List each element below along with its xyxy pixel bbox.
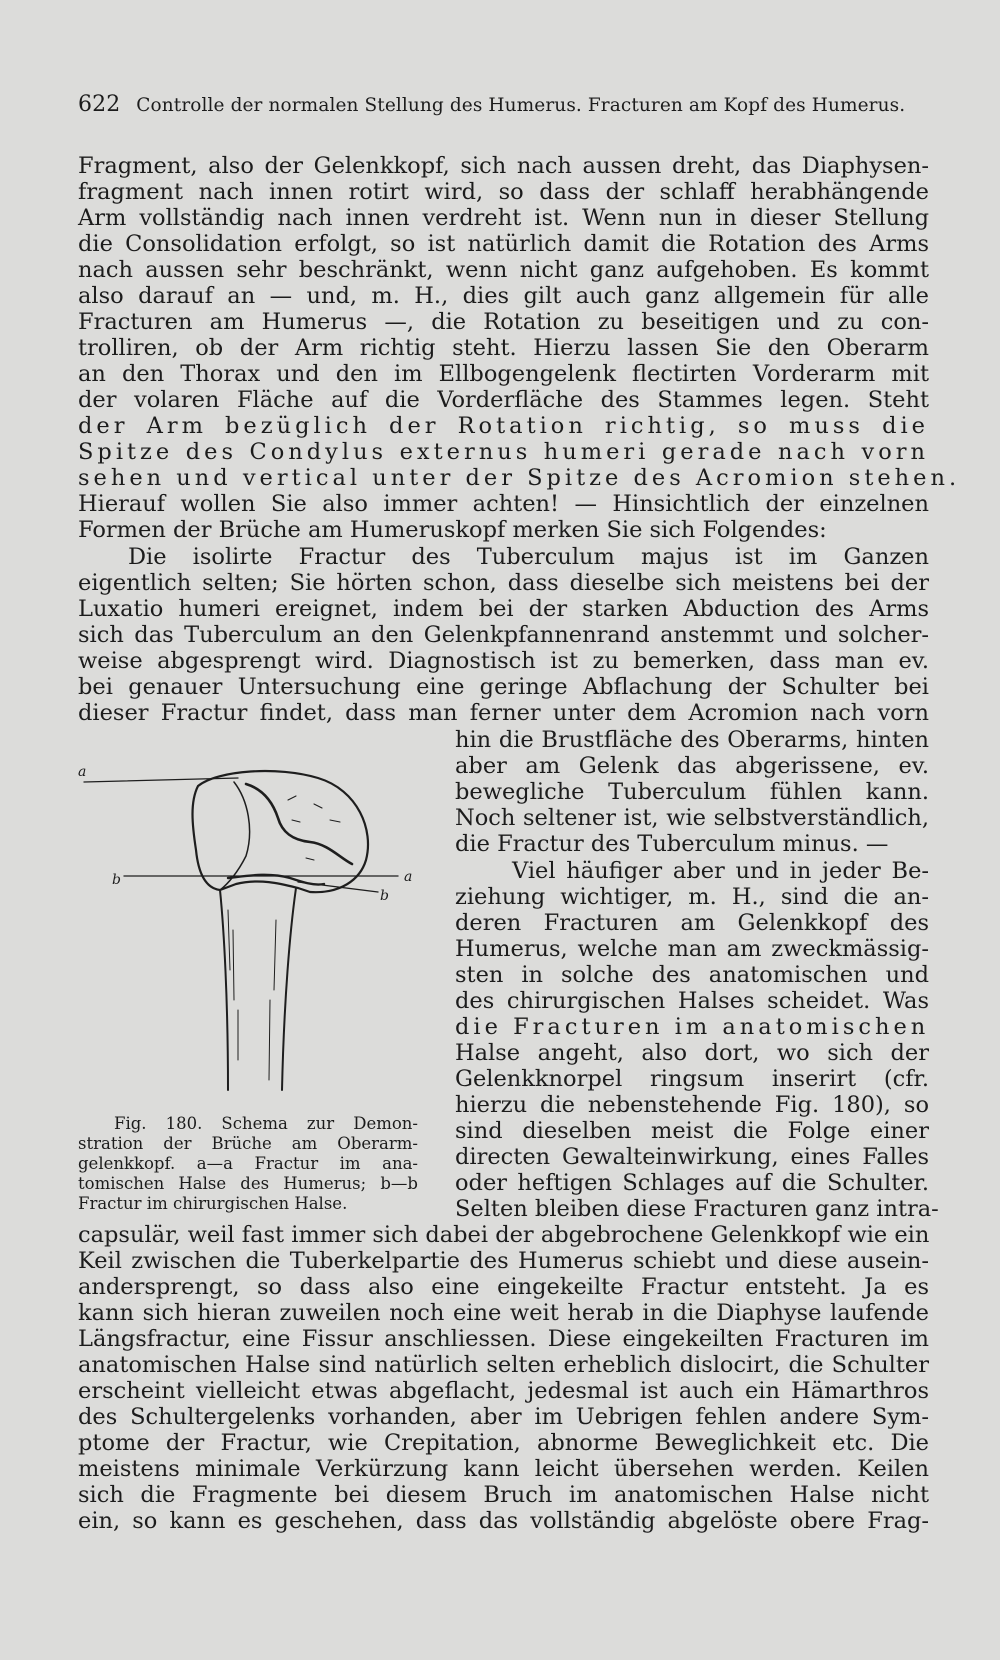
- text-line: Fragment, also der Gelenkkopf, sich nach aussen dreht, das Diaphysen-: [78, 153, 929, 179]
- figure-180-humerus-sketch: [78, 760, 443, 1120]
- side-text-line: ziehung wichtiger, m. H., sind die an-: [455, 884, 929, 910]
- text-line: nach aussen sehr beschränkt, wenn nicht ganz aufgehoben. Es kommt: [78, 257, 929, 283]
- side-text-line: Noch seltener ist, wie selbstverständlich,: [455, 805, 929, 831]
- text-line-spaced: sehen und vertical unter der Spitze des Acromion stehen.: [78, 465, 961, 491]
- text-line: meistens minimale Verkürzung kann leicht übersehen werden. Keilen: [78, 1456, 929, 1482]
- text-line: Hierauf wollen Sie also immer achten! — Hinsichtlich der einzelnen: [78, 491, 929, 517]
- text-line: kann sich hieran zuweilen noch eine weit herab in die Diaphyse laufende: [78, 1300, 929, 1326]
- text-line-spaced: der Arm bezüglich der Rotation richtig, so muss die: [78, 413, 929, 439]
- text-line: andersprengt, so dass also eine eingekeilte Fractur entsteht. Ja es: [78, 1274, 929, 1300]
- running-title: Controlle der normalen Stellung des Humerus. Fracturen am Kopf des Humerus.: [136, 95, 906, 116]
- side-text-line: directen Gewalteinwirkung, eines Falles: [455, 1144, 929, 1170]
- text-line: Arm vollständig nach innen verdreht ist. Wenn nun in dieser Stellung: [78, 205, 929, 231]
- text-line-spaced: Spitze des Condylus externus humeri gerade nach vorn: [78, 439, 929, 465]
- caption-line: stration der Brüche am Oberarm-: [78, 1134, 418, 1153]
- label-b-left: b: [112, 872, 121, 888]
- text-line: Längsfractur, eine Fissur anschliessen. Diese eingekeilten Fracturen im: [78, 1326, 929, 1352]
- caption-line: Fractur im chirurgischen Halse.: [78, 1194, 348, 1213]
- text-line: ein, so kann es geschehen, dass das vollständig abgelöste obere Frag-: [78, 1508, 929, 1534]
- side-text-line: hin die Brustfläche des Oberarms, hinten: [455, 727, 929, 753]
- text-line: Luxatio humeri ereignet, indem bei der starken Abduction des Arms: [78, 596, 929, 622]
- running-header: [78, 92, 918, 117]
- label-a-right: a: [404, 869, 413, 885]
- side-text-line: oder heftigen Schlages auf die Schulter.: [455, 1170, 929, 1196]
- side-text-line: Humerus, welche man am zweckmässig-: [455, 936, 929, 962]
- text-line: erscheint vielleicht etwas abgeflacht, jedesmal ist auch ein Hämarthros: [78, 1378, 929, 1404]
- text-line: sich das Tuberculum an den Gelenkpfannenrand anstemmt und solcher-: [78, 622, 929, 648]
- text-line: sich die Fragmente bei diesem Bruch im anatomischen Halse nicht: [78, 1482, 929, 1508]
- text-line: ptome der Fractur, wie Crepitation, abnorme Beweglichkeit etc. Die: [78, 1430, 929, 1456]
- side-text-line: des chirurgischen Halses scheidet. Was: [455, 988, 929, 1014]
- text-line: eigentlich selten; Sie hörten schon, dass dieselbe sich meistens bei der: [78, 570, 929, 596]
- humerus-illustration: [78, 760, 443, 1120]
- text-line: capsulär, weil fast immer sich dabei der abgebrochene Gelenkkopf wie ein: [78, 1222, 930, 1248]
- text-line: Keil zwischen die Tuberkelpartie des Humerus schiebt und diese ausein-: [78, 1248, 929, 1274]
- text-line: der volaren Fläche auf die Vorderfläche des Stammes legen. Steht: [78, 387, 929, 413]
- shaft-hatching: [228, 910, 276, 1080]
- side-text-line: Halse angeht, also dort, wo sich der: [455, 1040, 929, 1066]
- shaft-left-edge: [220, 890, 228, 1090]
- text-line: dieser Fractur findet, dass man ferner unter dem Acromion nach vorn: [78, 700, 929, 726]
- side-text-line: Selten bleiben diese Fracturen ganz intra-: [455, 1196, 939, 1222]
- text-line: die Consolidation erfolgt, so ist natürlich damit die Rotation des Arms: [78, 231, 929, 257]
- caption-line: Fig. 180. Schema zur Demon-: [114, 1114, 418, 1133]
- humeral-head: [193, 771, 369, 892]
- shaft-right-edge: [282, 888, 296, 1090]
- caption-line: tomischen Halse des Humerus; b—b: [78, 1174, 418, 1193]
- paragraph-start-line: Die isolirte Fractur des Tuberculum majus ist im Ganzen: [128, 544, 929, 570]
- side-text-line-spaced: die Fracturen im anatomischen: [455, 1014, 930, 1040]
- text-line: fragment nach innen rotirt wird, so dass der schlaff herabhängende: [78, 179, 929, 205]
- text-line: des Schultergelenks vorhanden, aber im Uebrigen fehlen andere Sym-: [78, 1404, 929, 1430]
- side-text-line: aber am Gelenk das abgerissene, ev.: [455, 753, 929, 779]
- side-paragraph-start-line: Viel häufiger aber und in jeder Be-: [512, 858, 929, 884]
- fracture-line-a: [246, 784, 352, 864]
- side-text-line: bewegliche Tuberculum fühlen kann.: [455, 779, 929, 805]
- side-text-line: sind dieselben meist die Folge einer: [455, 1118, 929, 1144]
- label-b-right: b: [380, 888, 389, 904]
- side-text-line: Gelenkknorpel ringsum inserirt (cfr.: [455, 1066, 929, 1092]
- page-number: 622: [78, 92, 121, 117]
- side-text-line: hierzu die nebenstehende Fig. 180), so: [455, 1092, 929, 1118]
- text-line: Formen der Brüche am Humeruskopf merken Sie sich Folgendes:: [78, 517, 827, 543]
- side-text-line: sten in solche des anatomischen und: [455, 962, 929, 988]
- text-line: an den Thorax und den im Ellbogengelenk flectirten Vorderarm mit: [78, 361, 929, 387]
- text-line: trolliren, ob der Arm richtig steht. Hierzu lassen Sie den Oberarm: [78, 335, 929, 361]
- figure-caption: [78, 1114, 418, 1214]
- text-line: also darauf an — und, m. H., dies gilt auch ganz allgemein für alle: [78, 283, 929, 309]
- caption-line: gelenkkopf. a—a Fractur im ana-: [78, 1154, 418, 1173]
- tuberculum-outline: [220, 782, 250, 890]
- side-text-line: deren Fracturen am Gelenkkopf des: [455, 910, 929, 936]
- label-a-top: a: [78, 764, 87, 780]
- text-line: anatomischen Halse sind natürlich selten erheblich dislocirt, die Schulter: [78, 1352, 929, 1378]
- side-text-line: die Fractur des Tuberculum minus. —: [455, 831, 889, 857]
- text-line: bei genauer Untersuchung eine geringe Abflachung der Schulter bei: [78, 674, 929, 700]
- text-line: weise abgesprengt wird. Diagnostisch ist zu bemerken, dass man ev.: [78, 648, 929, 674]
- text-line: Fracturen am Humerus —, die Rotation zu beseitigen und zu con-: [78, 309, 929, 335]
